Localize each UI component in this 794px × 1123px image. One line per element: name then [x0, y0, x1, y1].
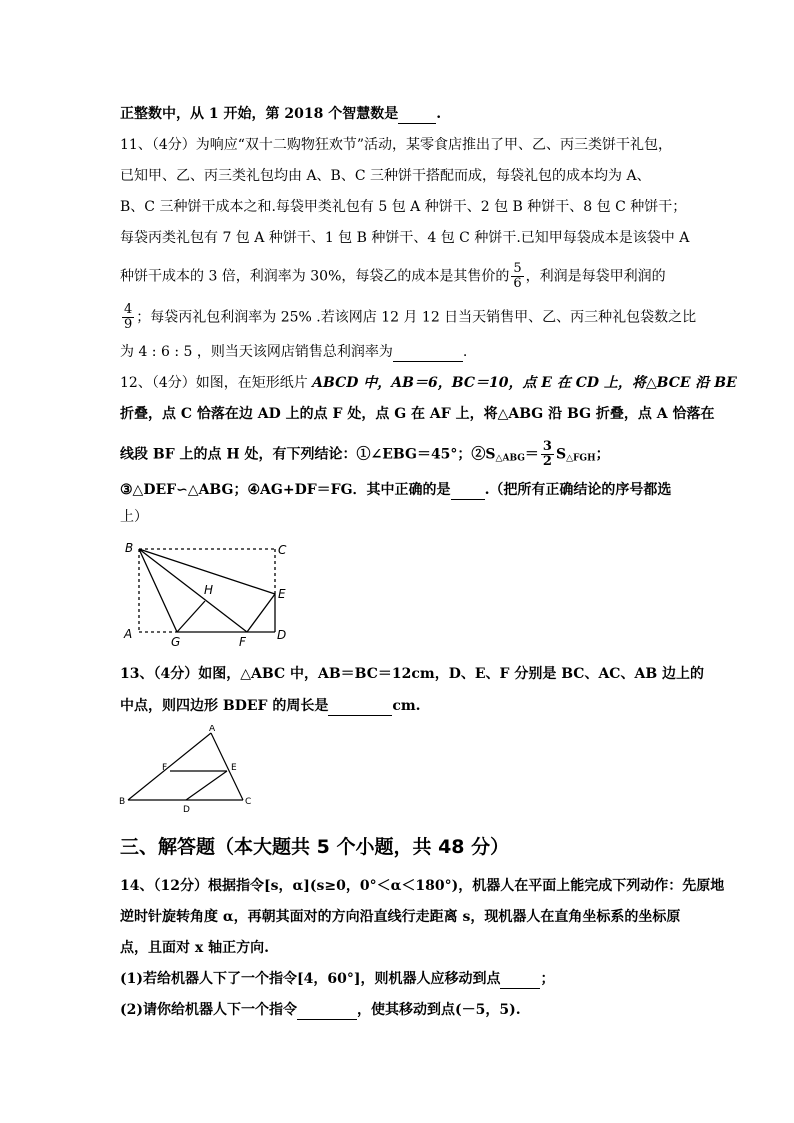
q12-rectangle-figure	[115, 538, 300, 653]
q11-line-5: 种饼干成本的 3 倍，利润率为 30%，每袋乙的成本是其售价的 $\frac{5}{6}$ ，利润是每袋甲利润的	[120, 261, 666, 291]
side-ba	[128, 733, 211, 800]
answer-blank	[451, 485, 485, 500]
label-e: E	[278, 587, 286, 601]
q14-line-4: (1)若给机器人下了一个指令[4，60°]，则机器人应移动到点 ；	[120, 971, 555, 987]
q14-line-5: (2)请你给机器人下一个指令 ，使其移动到点(－5，5).	[120, 1002, 521, 1018]
label-a: A	[209, 725, 216, 734]
label-e: E	[231, 763, 237, 773]
side-ac	[211, 733, 243, 800]
fraction-4-9: $\frac{4}{9}$	[124, 302, 133, 332]
label-d: D	[277, 628, 287, 642]
q14-line-1: 14、（12分）根据指令[s，α](s≥0，0°＜α＜180°)，机器人在平面上能完成下列动作：先原地	[120, 878, 725, 894]
q14-line-2: 逆时针旋转角度 α，再朝其面对的方向沿直线行走距离 s，现机器人在直角坐标系的坐标原	[120, 909, 681, 925]
q11-line-3: B、C 三种饼干成本之和.每袋甲类礼包有 5 包 A 种饼干、2 包 B 种饼干、8 包 C 种饼干；	[120, 199, 687, 215]
segment-bf	[139, 549, 247, 632]
segment-gh	[177, 601, 205, 632]
q11-line-7: 为 4 : 6 : 5 ，则当天该网店销售总利润率为 .	[120, 344, 468, 360]
q11-line-2: 已知甲、乙、丙三类礼包均由 A、B、C 三种饼干搭配而成，每袋礼包的成本均为 A、	[120, 168, 651, 184]
answer-blank	[328, 701, 392, 716]
q10-tail-line: 正整数中，从 1 开始，第 2018 个智慧数是 .	[120, 106, 442, 122]
label-f: F	[239, 635, 246, 649]
label-g: G	[171, 635, 181, 649]
segment-ed	[186, 771, 227, 800]
label-f: F	[162, 763, 168, 773]
section-3-heading: 三、解答题（本大题共 5 个小题，共 48 分）	[120, 836, 510, 858]
q12-line-3: 线段 BF 上的点 H 处，有下列结论：①∠EBG＝45°；$②S_{\triangle ABG}=$ $\frac{3}{2}$ $S_{\triangle FGH}$；	[120, 439, 610, 469]
label-c: C	[278, 543, 287, 557]
q13-triangle-figure	[115, 725, 260, 813]
label-a: A	[124, 627, 133, 641]
fraction-5-6: $\frac{5}{6}$	[513, 261, 522, 291]
answer-blank	[398, 109, 436, 124]
fraction-3-2: $\frac{3}{2}$	[542, 439, 552, 469]
q11-line-6: $\frac{4}{9}$ ；每袋丙礼包利润率为 25% .若该网店 12 月 12 日当天销售甲、乙、丙三种礼包袋数之比	[124, 302, 697, 332]
segment-bg	[139, 549, 177, 632]
label-d: D	[183, 805, 190, 813]
q13-line-1: 13、（4分）如图，△ABC 中，AB＝BC＝12cm，D、E、F 分别是 BC、AC、AB 边上的	[120, 666, 705, 682]
q14-line-3: 点，且面对 x 轴正方向.	[120, 940, 269, 956]
label-b: B	[125, 541, 134, 555]
q13-line-2: 中点，则四边形 BDEF 的周长是 cm.	[120, 698, 421, 714]
answer-blank	[500, 974, 540, 989]
q12-line-2: 折叠，点 C 恰落在边 AD 上的点 F 处，点 G 在 AF 上，将△ABG 沿 BG 折叠，点 A 恰落在	[120, 406, 715, 422]
label-c: C	[245, 797, 252, 807]
q12-line-4: ③△DEF∽△ABG；④AG+DF＝FG．其中正确的是 .（把所有正确结论的序号都选	[120, 482, 672, 498]
answer-blank	[393, 347, 463, 362]
label-b: B	[119, 797, 126, 807]
label-h: H	[204, 583, 214, 597]
q12-line-1: 12、（4分）如图，在矩形纸片 ABCD 中，AB＝6，BC＝10，点 E 在 CD 上，将△BCE 沿 BE	[120, 375, 737, 391]
segment-fe	[247, 594, 275, 632]
q11-line-4: 每袋丙类礼包有 7 包 A 种饼干、1 包 B 种饼干、4 包 C 种饼干.已知甲每袋成本是该袋中 A	[120, 230, 690, 246]
q12-line-5: 上）	[120, 509, 148, 525]
q11-line-1: 11、（4分）为响应“双十二购物狂欢节”活动，某零食店推出了甲、乙、丙三类饼干礼包，	[120, 137, 673, 153]
answer-blank	[297, 1005, 357, 1020]
